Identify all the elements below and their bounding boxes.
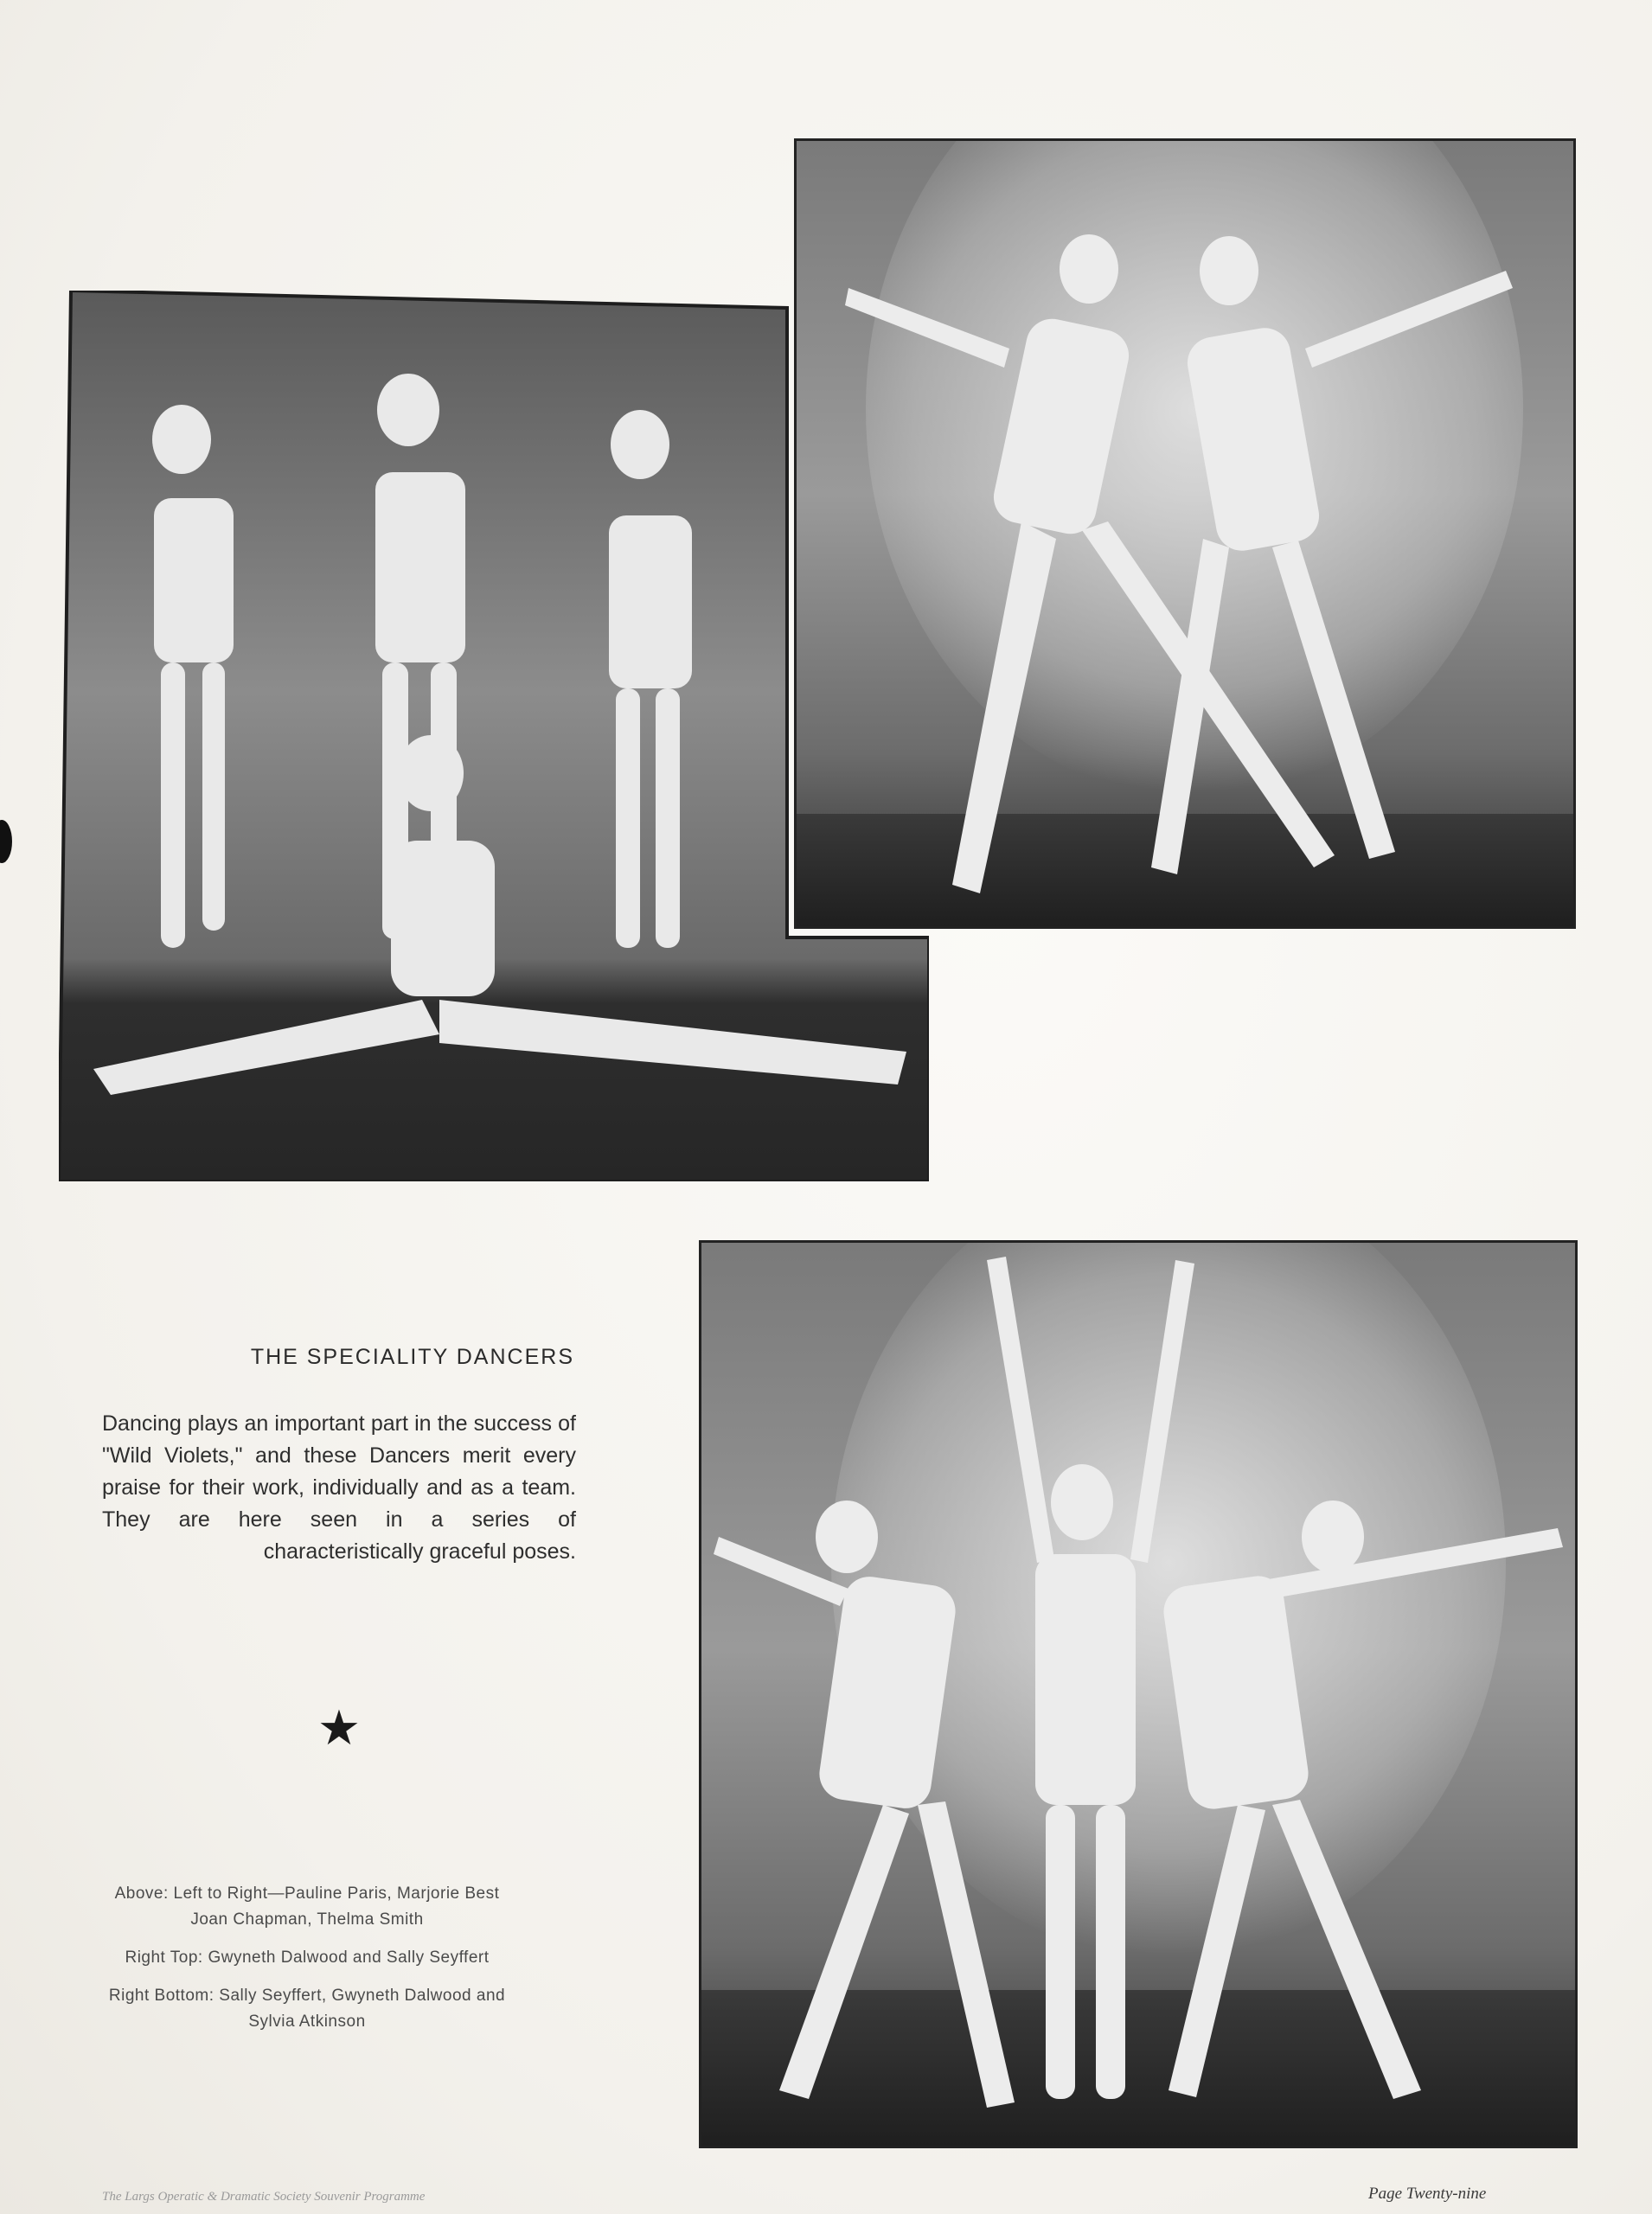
footer-programme-title: The Largs Operatic & Dramatic Society Souvenir Programme (102, 2190, 426, 2204)
star-icon: ★ (317, 1700, 362, 1755)
photo-duo-dancers-image (797, 141, 1576, 929)
photo-duo-dancers (794, 138, 1576, 929)
body-paragraph: Dancing plays an important part in the success of "Wild Violets," and these Dancers merit every praise for their work, individually and as a team. They are here seen in a series of characteristically graceful poses. (102, 1411, 576, 1564)
credit-right-bottom-line2: Sylvia Atkinson (248, 2012, 366, 2031)
photo-credits (35, 1881, 579, 2047)
photo-trio-dancers (699, 1240, 1578, 2148)
credit-right-bottom: Right Bottom: Sally Seyffert, Gwyneth Dalwood and (108, 1987, 506, 2005)
credit-above-line2: Joan Chapman, Thelma Smith (190, 1910, 424, 1929)
credit-above: Above: Left to Right—Pauline Paris, Marjorie Best (114, 1884, 500, 1903)
page-number: Page Twenty-nine (1368, 2185, 1487, 2203)
photo-trio-dancers-image (701, 1243, 1578, 2148)
page-heading: THE SPECIALITY DANCERS (250, 1345, 574, 1369)
credit-right-top: Right Top: Gwyneth Dalwood and Sally Seyffert (125, 1948, 490, 1967)
